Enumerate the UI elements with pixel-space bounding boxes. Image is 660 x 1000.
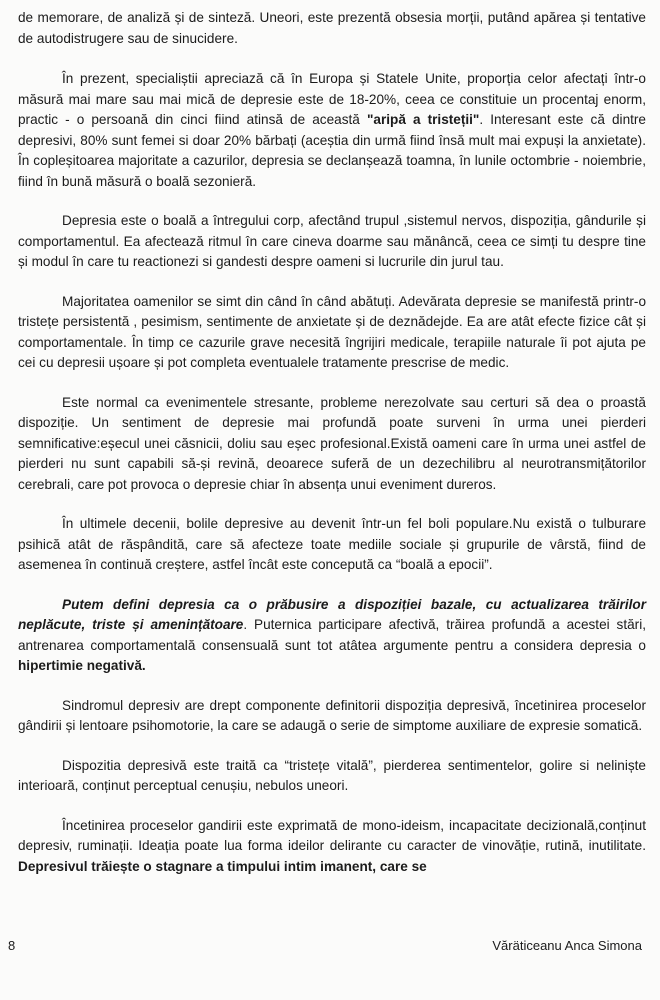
paragraph: de memorare, de analiză și de sinteză. Uneori, este prezentă obsesia morții, putând apărea și tentative de autodistrugere sau de sinucidere. bbox=[18, 10, 646, 46]
paragraph: Depresia este o boală a întregului corp, afectând trupul ,sistemul nervos, dispoziția, gândurile și comportamentul. Ea afectează ritmul în care cineva doarme sau mănâncă, ceea ce simți tu despre tine și modul în care tu reactionezi si gandesti despre oameni si lucrurile din jurul tau. bbox=[18, 213, 646, 269]
paragraph: Încetinirea proceselor gandirii este exprimată de mono-ideism, incapacitate decizională,conținut depresiv, ruminații. Ideația poate lua forma ideilor delirante cu caracter de vinovăție, rutină, inutilitate. Depresivul trăiește o stagnare a timpului intim imanent, care se bbox=[18, 817, 646, 874]
page-number: 8 bbox=[8, 938, 16, 953]
author-name: Văräticeanu Anca Simona bbox=[492, 938, 642, 953]
bold-phrase: Depresivul trăiește o stagnare a timpului intim imanent, care se bbox=[18, 858, 427, 874]
paragraph: Putem defini depresia ca o prăbusire a dispoziției bazale, cu actualizarea trăirilor neplăcute, triste și amenințătoare. Puternica participare afectivă, trăirea profundă a acestei stări, antrenarea comportamentală consensuală sunt tot atâtea argumente pentru a considera depresia o hipertimie negativă. bbox=[18, 596, 646, 673]
paragraph: În prezent, specialiștii apreciază că în Europa și Statele Unite, proporția celor afectați într-o măsură mai mare sau mai mică de depresie este de 18-20%, ceea ce constituie un procentaj enorm, practic - o persoană din cinci fiind atinsă de această "aripă a tristeții". Interesant este că dintre depresivi, 80% sunt femei si doar 20% bărbați (aceștia din urmă fiind însă mult mai expuși la anxietate). În copleșitoarea majoritate a cazurilor, depresia se declanșează toamna, în lunile octombrie - noiembrie, fiind în bună măsură o boală sezonieră. bbox=[18, 71, 646, 189]
bold-phrase: hipertimie negativă. bbox=[18, 658, 146, 673]
paragraph: Dispozitia depresivă este traită ca “tristețe vitală”, pierderea sentimentelor, golire si neliniște interioară, conținut perceptual cenușiu, nebulos uneori. bbox=[18, 757, 646, 793]
body-text bbox=[18, 8, 646, 896]
bold-phrase: "aripă a tristeții" bbox=[366, 112, 480, 127]
paragraph: În ultimele decenii, bolile depresive au devenit într-un fel boli populare.Nu există o tulburare psihică atât de răspândită, care să afecteze toate mediile sociale și grupurile de vârstă, fiind de asemenea în continuă creștere, astfel încât este concepută ca “boală a epocii”. bbox=[18, 516, 646, 572]
paragraph: Majoritatea oamenilor se simt din când în când abătuți. Adevărata depresie se manifestă printr-o tristețe persistentă , pesimism, sentimente de anxietate și de deznădejde. Ea are atât efecte fizice cât și comportamentale. În timp ce cazurile grave necesită îngrijiri medicale, terapiile naturale îi pot ajuta pe cei cu depresii ușoare și pot completa eventualele tratamente prescrise de medic. bbox=[18, 293, 646, 370]
paragraph: Sindromul depresiv are drept componente definitorii dispoziția depresivă, încetinirea proceselor gândirii și lentoare psihomotorie, la care se adaugă o serie de simptome auxiliare de expresie somatică. bbox=[18, 697, 646, 733]
page-footer bbox=[8, 938, 642, 953]
bold-italic-definition: Putem defini depresia ca o prăbusire a dispoziției bazale, cu actualizarea trăirilor neplăcute, triste și amenințătoare bbox=[18, 596, 646, 632]
paragraph: Este normal ca evenimentele stresante, probleme nerezolvate sau certuri să dea o proastă dispoziție. Un sentiment de depresie mai profundă poate surveni în urma unei pierderi semnificative:eșecul unei căsnicii, doliu sau eșec profesional.Există oameni care în urma unei astfel de pierderi nu sunt capabili să-și revină, deoarece suferă de un dezechilibru al neurotransmițătorilor cerebrali, care pot provoca o depresie chiar în absența unui eveniment dureros. bbox=[18, 394, 646, 492]
